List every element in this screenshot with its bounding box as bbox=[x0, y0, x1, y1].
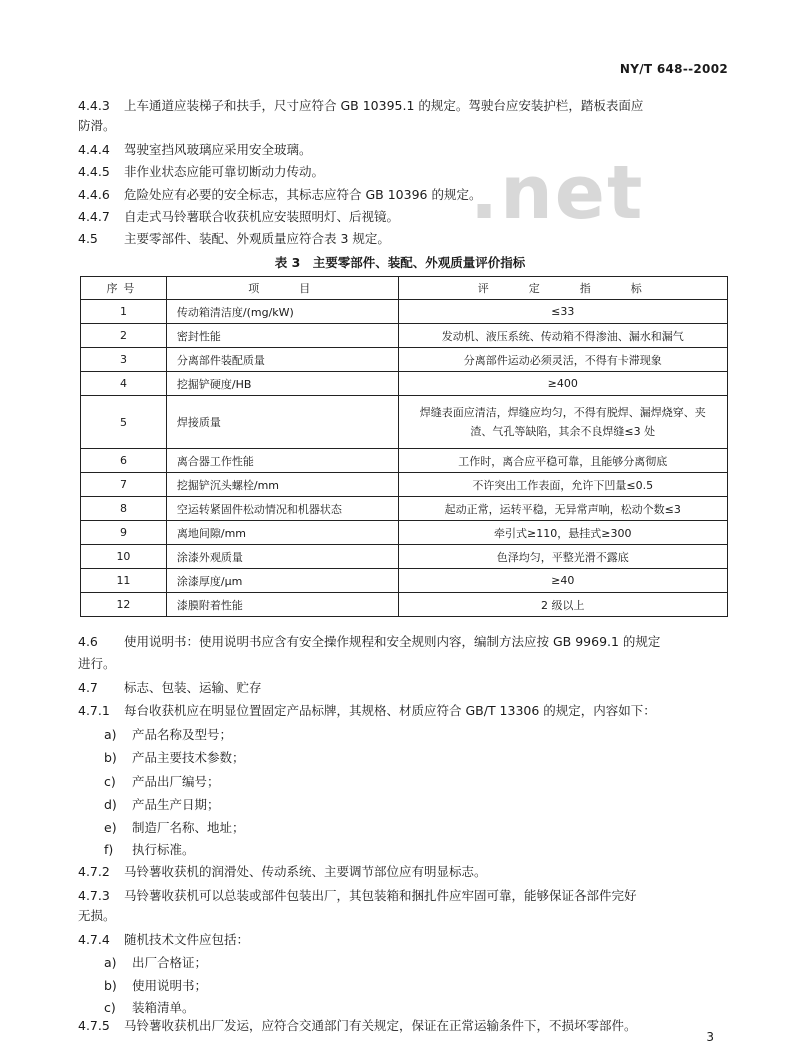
table-row bbox=[81, 569, 728, 593]
clause-4-7 bbox=[78, 678, 730, 698]
clause-text: 随机技术文件应包括： bbox=[124, 932, 250, 947]
table-row bbox=[81, 449, 728, 473]
header-item: 项 目 bbox=[166, 277, 398, 300]
clause-4-4-3 bbox=[78, 96, 730, 116]
list-marker: a) bbox=[104, 727, 117, 742]
clause-text: 驾驶室挡风玻璃应采用安全玻璃。 bbox=[124, 142, 312, 157]
list-item bbox=[104, 998, 756, 1018]
row-item: 离合器工作性能 bbox=[166, 449, 398, 473]
clause-4-7-3-cont bbox=[78, 906, 730, 926]
row-criteria: 2 级以上 bbox=[398, 593, 727, 617]
list-text: 执行标准。 bbox=[132, 842, 195, 857]
clause-text: 危险处应有必要的安全标志，其标志应符合 GB 10396 的规定。 bbox=[124, 187, 482, 202]
row-no: 4 bbox=[81, 372, 167, 396]
list-marker: b) bbox=[104, 978, 117, 993]
clause-4-4-5 bbox=[78, 162, 730, 182]
row-no: 5 bbox=[81, 396, 167, 449]
clause-4-4-6 bbox=[78, 185, 730, 205]
clause-text: 标志、包装、运输、贮存 bbox=[124, 680, 262, 695]
list-item bbox=[104, 795, 756, 815]
clause-number: 4.4.5 bbox=[78, 164, 110, 179]
table-row bbox=[81, 300, 728, 324]
clause-text: 非作业状态应能可靠切断动力传动。 bbox=[124, 164, 325, 179]
row-no: 9 bbox=[81, 521, 167, 545]
table-row bbox=[81, 593, 728, 617]
list-text: 出厂合格证； bbox=[132, 955, 208, 970]
row-no: 3 bbox=[81, 348, 167, 372]
clause-number: 4.4.4 bbox=[78, 142, 110, 157]
clause-text: 每台收获机应在明显位置固定产品标牌，其规格、材质应符合 GB/T 13306 的规定，内容如下： bbox=[124, 703, 656, 718]
clause-4-7-5 bbox=[78, 1016, 730, 1036]
list-item bbox=[104, 953, 756, 973]
clause-text: 进行。 bbox=[78, 656, 116, 671]
watermark: .net bbox=[470, 150, 645, 236]
header-criteria: 评 定 指 标 bbox=[398, 277, 727, 300]
row-no: 1 bbox=[81, 300, 167, 324]
list-marker: c) bbox=[104, 1000, 116, 1015]
list-marker: a) bbox=[104, 955, 117, 970]
table-row bbox=[81, 348, 728, 372]
clause-number: 4.7.1 bbox=[78, 703, 110, 718]
row-criteria: 焊缝表面应清洁，焊缝应均匀，不得有脱焊、漏焊烧穿、夹渣、气孔等缺陷，其余不良焊缝≤3 处 bbox=[398, 396, 727, 449]
clause-4-6-cont bbox=[78, 654, 730, 674]
clause-4-7-2 bbox=[78, 862, 730, 882]
row-no: 10 bbox=[81, 545, 167, 569]
clause-text: 防滑。 bbox=[78, 118, 116, 133]
list-text: 装箱清单。 bbox=[132, 1000, 195, 1015]
clause-number: 4.6 bbox=[78, 634, 98, 649]
clause-text: 无损。 bbox=[78, 908, 116, 923]
list-item bbox=[104, 976, 756, 996]
list-item bbox=[104, 772, 756, 792]
clause-number: 4.5 bbox=[78, 231, 98, 246]
row-criteria: 工作时，离合应平稳可靠，且能够分离彻底 bbox=[398, 449, 727, 473]
clause-number: 4.4.6 bbox=[78, 187, 110, 202]
list-item bbox=[104, 748, 756, 768]
row-no: 6 bbox=[81, 449, 167, 473]
row-criteria: 起动正常，运转平稳，无异常声响，松动个数≤3 bbox=[398, 497, 727, 521]
row-item: 焊接质量 bbox=[166, 396, 398, 449]
clause-text: 马铃薯收获机的润滑处、传动系统、主要调节部位应有明显标志。 bbox=[124, 864, 487, 879]
clause-text: 使用说明书：使用说明书应含有安全操作规程和安全规则内容，编制方法应按 GB 9969.1 的规定 bbox=[124, 634, 661, 649]
table-row bbox=[81, 521, 728, 545]
row-criteria: 色泽均匀，平整光滑不露底 bbox=[398, 545, 727, 569]
row-item: 挖掘铲沉头螺栓/mm bbox=[166, 473, 398, 497]
row-no: 12 bbox=[81, 593, 167, 617]
row-criteria: 发动机、液压系统、传动箱不得渗油、漏水和漏气 bbox=[398, 324, 727, 348]
row-item: 分离部件装配质量 bbox=[166, 348, 398, 372]
clause-4-7-3 bbox=[78, 886, 730, 906]
list-text: 使用说明书； bbox=[132, 978, 208, 993]
clause-4-4-3-cont bbox=[78, 116, 730, 136]
row-item: 传动箱清洁度/(mg/kW) bbox=[166, 300, 398, 324]
row-no: 8 bbox=[81, 497, 167, 521]
clause-4-5 bbox=[78, 229, 730, 249]
row-item: 离地间隙/mm bbox=[166, 521, 398, 545]
list-item bbox=[104, 818, 756, 838]
header-no: 序号 bbox=[81, 277, 167, 300]
clause-number: 4.7.2 bbox=[78, 864, 110, 879]
table-row bbox=[81, 497, 728, 521]
table-row bbox=[81, 396, 728, 449]
clause-text: 马铃薯收获机可以总装或部件包装出厂，其包装箱和捆扎件应牢固可靠，能够保证各部件完好 bbox=[124, 888, 637, 903]
clause-4-7-4 bbox=[78, 930, 730, 950]
quality-table bbox=[80, 276, 728, 617]
clause-number: 4.4.3 bbox=[78, 98, 110, 113]
row-criteria: ≥40 bbox=[398, 569, 727, 593]
row-item: 涂漆外观质量 bbox=[166, 545, 398, 569]
clause-4-4-4 bbox=[78, 140, 730, 160]
clause-4-6 bbox=[78, 632, 730, 652]
list-marker: c) bbox=[104, 774, 116, 789]
clause-number: 4.7 bbox=[78, 680, 98, 695]
clause-number: 4.7.4 bbox=[78, 932, 110, 947]
row-no: 7 bbox=[81, 473, 167, 497]
list-item bbox=[104, 725, 756, 745]
page-number: 3 bbox=[706, 1030, 714, 1044]
table-row bbox=[81, 372, 728, 396]
row-item: 漆膜附着性能 bbox=[166, 593, 398, 617]
row-criteria: ≥400 bbox=[398, 372, 727, 396]
table-row bbox=[81, 324, 728, 348]
row-item: 挖掘铲硬度/HB bbox=[166, 372, 398, 396]
row-criteria: 牵引式≥110，悬挂式≥300 bbox=[398, 521, 727, 545]
clause-number: 4.7.5 bbox=[78, 1018, 110, 1033]
table-row bbox=[81, 545, 728, 569]
table-title: 表 3 主要零部件、装配、外观质量评价指标 bbox=[274, 255, 526, 270]
list-item bbox=[104, 840, 756, 860]
row-criteria: 分离部件运动必须灵活，不得有卡滞现象 bbox=[398, 348, 727, 372]
clause-text: 马铃薯收获机出厂发运，应符合交通部门有关规定，保证在正常运输条件下，不损坏零部件。 bbox=[124, 1018, 637, 1033]
list-text: 产品出厂编号； bbox=[132, 774, 220, 789]
clause-4-4-7 bbox=[78, 207, 730, 227]
clause-number: 4.7.3 bbox=[78, 888, 110, 903]
row-criteria: ≤33 bbox=[398, 300, 727, 324]
list-marker: b) bbox=[104, 750, 117, 765]
clause-text: 上车通道应装梯子和扶手，尺寸应符合 GB 10395.1 的规定。驾驶台应安装护栏，踏板表面应 bbox=[124, 98, 644, 113]
list-text: 产品名称及型号； bbox=[132, 727, 233, 742]
list-marker: d) bbox=[104, 797, 117, 812]
row-item: 空运转紧固件松动情况和机器状态 bbox=[166, 497, 398, 521]
list-marker: f) bbox=[104, 842, 114, 857]
row-item: 密封性能 bbox=[166, 324, 398, 348]
list-text: 制造厂名称、地址； bbox=[132, 820, 245, 835]
row-item: 涂漆厚度/μm bbox=[166, 569, 398, 593]
clause-text: 主要零部件、装配、外观质量应符合表 3 规定。 bbox=[124, 231, 390, 246]
row-criteria: 不许突出工作表面，允许下凹量≤0.5 bbox=[398, 473, 727, 497]
standard-code: NY/T 648--2002 bbox=[619, 62, 728, 76]
list-marker: e) bbox=[104, 820, 117, 835]
row-no: 2 bbox=[81, 324, 167, 348]
clause-number: 4.4.7 bbox=[78, 209, 110, 224]
list-text: 产品生产日期； bbox=[132, 797, 220, 812]
row-no: 11 bbox=[81, 569, 167, 593]
clause-text: 自走式马铃薯联合收获机应安装照明灯、后视镜。 bbox=[124, 209, 400, 224]
table-header-row bbox=[81, 277, 728, 300]
clause-4-7-1 bbox=[78, 701, 730, 721]
list-text: 产品主要技术参数； bbox=[132, 750, 245, 765]
table-row bbox=[81, 473, 728, 497]
